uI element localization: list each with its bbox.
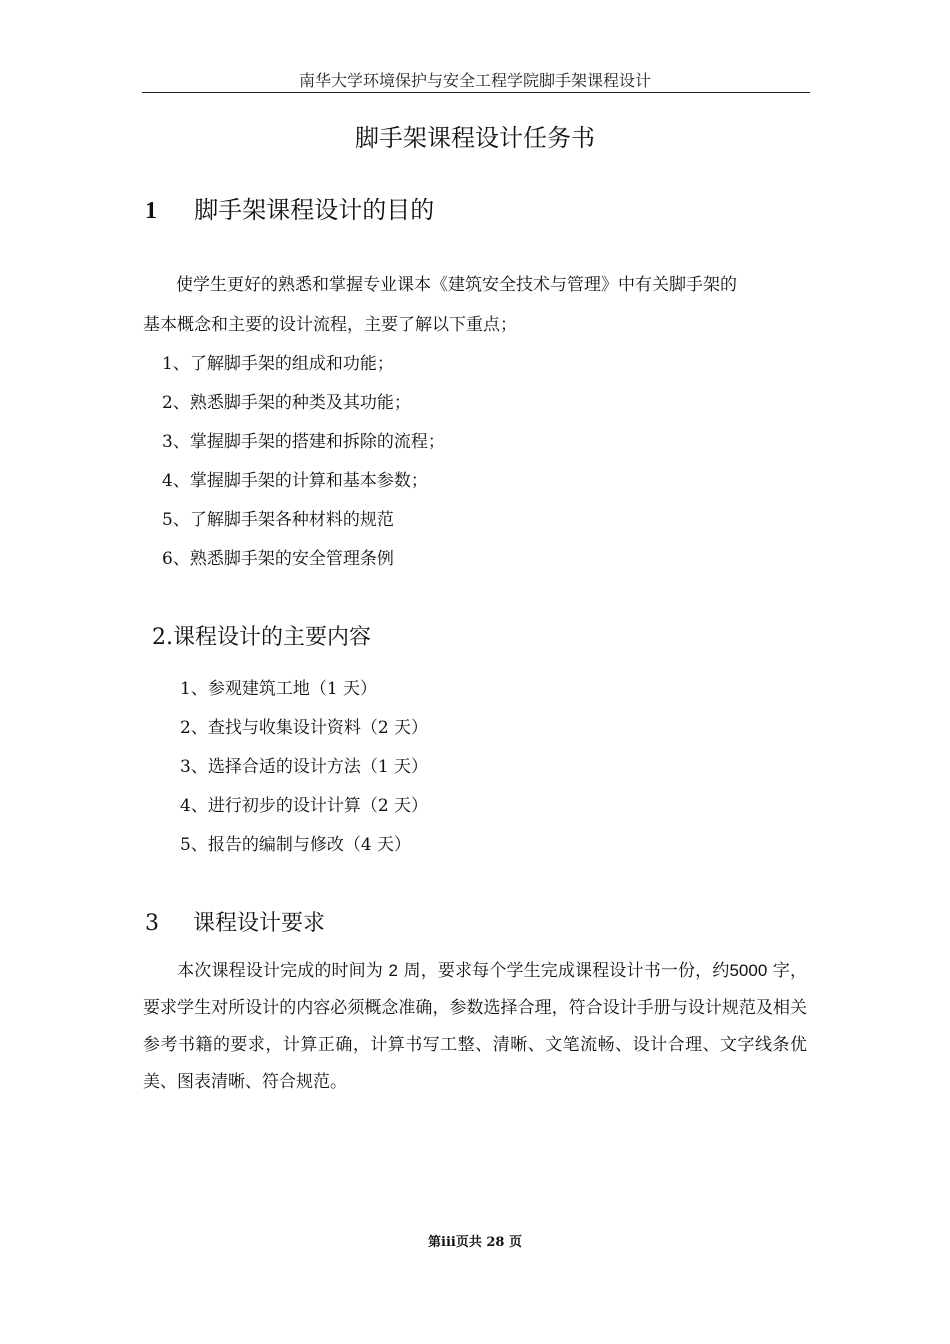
section-2-item: 5、报告的编制与修改（4 天）	[180, 835, 412, 855]
document-title: 脚手架课程设计任务书	[355, 124, 595, 152]
section-3-text-part-2: 周，要求每个学生完成课程设计书一份，约	[398, 961, 730, 981]
section-1-item: 4、掌握脚手架的计算和基本参数；	[162, 471, 428, 491]
section-2-item: 4、进行初步的设计计算（2 天）	[180, 796, 429, 816]
section-2-heading: 2.课程设计的主要内容	[152, 625, 371, 650]
section-1-title: 脚手架课程设计的目的	[194, 196, 435, 224]
section-3-heading	[145, 906, 325, 937]
header-rule	[142, 92, 810, 93]
section-1-number: 1	[145, 198, 157, 224]
section-1-item: 3、掌握脚手架的搭建和拆除的流程；	[162, 432, 445, 452]
section-3-text-part-1: 本次课程设计完成的时间为	[177, 961, 389, 981]
section-1-heading	[145, 190, 434, 225]
section-1-item: 2、熟悉脚手架的种类及其功能；	[162, 393, 411, 413]
page-header: 南华大学环境保护与安全工程学院脚手架课程设计	[298, 71, 651, 90]
section-3-number: 3	[145, 911, 159, 936]
section-3-title: 课程设计要求	[193, 911, 326, 936]
section-1-item: 1、了解脚手架的组成和功能；	[162, 354, 394, 374]
section-2-item: 2、查找与收集设计资料（2 天）	[180, 718, 429, 738]
section-1-item: 6、熟悉脚手架的安全管理条例	[162, 549, 394, 569]
section-2-item: 1、参观建筑工地（1 天）	[180, 679, 378, 699]
section-3-text-part-3: 字，要求学生对所设计的内容必须概念准确，参数选择合理，符合设计手册与设计规范及相关参考书籍的要求，计算正确，计算书写工整、清晰、文笔流畅、设计合理、文字线条优美、图表清晰、符合规范。	[143, 961, 808, 1092]
section-3-weeks-number: 2	[388, 961, 399, 980]
page-footer: 第iii页共 28 页	[428, 1235, 522, 1250]
section-1-intro-line-1: 使学生更好的熟悉和掌握专业课本《建筑安全技术与管理》中有关脚手架的	[176, 275, 737, 295]
section-1-intro-line-2: 基本概念和主要的设计流程，主要了解以下重点；	[143, 315, 517, 335]
section-1-item: 5、了解脚手架各种材料的规范	[162, 510, 394, 530]
section-3-word-count: 5000	[729, 961, 768, 980]
section-2-item: 3、选择合适的设计方法（1 天）	[180, 757, 429, 777]
section-3-paragraph	[143, 952, 807, 1101]
